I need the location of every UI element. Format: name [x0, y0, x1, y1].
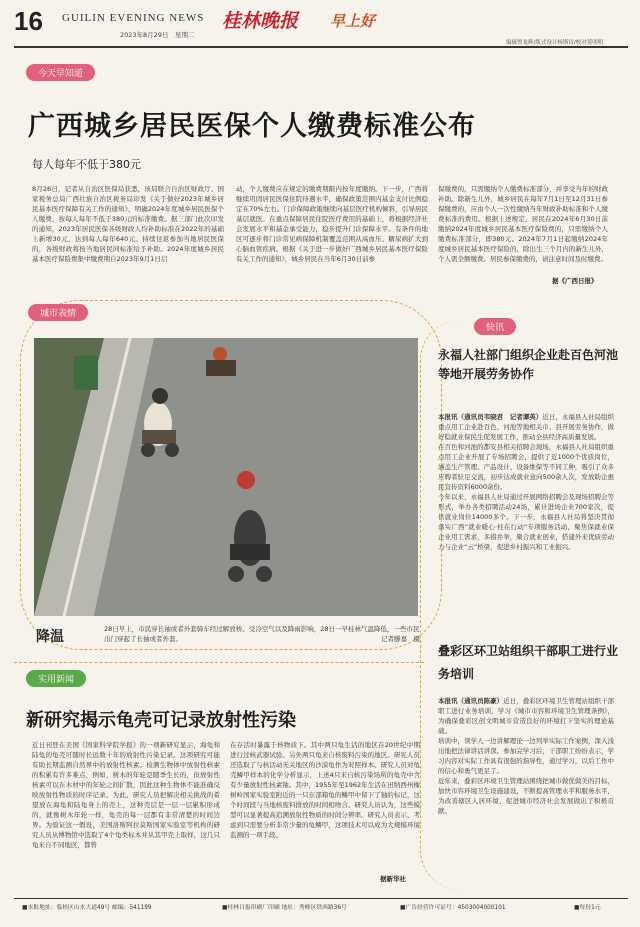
footer-license: ■广告经营许可证号：4503004000101 [400, 905, 506, 911]
section-logo: 早上好 [330, 12, 376, 30]
news-badge: 实用新闻 [26, 670, 86, 687]
quick-story-2-para-1: 近日，叠彩区环境卫生管理站组织干部职工进行业务培训，学习《城市市容和环境卫生管理条例》，为确保叠彩区创文明城市营造良好的环境打下坚实的理论基础。 [438, 697, 614, 735]
issue-date: 2023年8月29日 星期二 [120, 31, 195, 39]
quick-story-1-para-2: 在百色和河池的都安县相关招聘会现场，永福县人社局组织重点用工企业开展了专场招聘会，提供了近1000个优质岗位，涵盖生产管理、产品设计、设备维保等不同工种，吸引了众多应聘者驻足交流，初步达成就业意向500余人次，发放助企惠民宣传资料6000余份。 [438, 443, 614, 491]
photo-credit: 记者滕嘉 摄 [381, 635, 420, 643]
quick-story-1-para-3: 今年以来，永福县人社局通过开展网络招聘会及现场招聘会等形式，举办各类招聘活动24场，累计进场企业700家次，提供就业岗位14000多个。下一步，永福县人社局将坚决贯彻落实广西“就业暖心·桂在行动”专项服务活动，聚焦保就业保企业用工需求，多措并举，聚合就业创业，搭建外来优质劳动力与企业“云”桥梁，促进乡村振兴和工业振兴。 [438, 493, 614, 551]
lead-badge: 今天早知道 [26, 64, 95, 81]
quick-story-1-para-1: 近日，永福县人社局组织重点用工企业赴百色、河池等地相关市、县开展劳务协作，做好稳就业保民生促发展工作，推动全县经济高质量发展。 [438, 413, 615, 441]
street-photo-illustration [34, 338, 418, 616]
lead-source: 据《广西日报》 [552, 277, 598, 285]
lead-subhead: 每人每年不低于380元 [32, 158, 141, 171]
footer-rule [14, 898, 628, 899]
header-rule [14, 46, 628, 48]
news-source: 据新华社 [380, 875, 406, 883]
news-rule-decoration [14, 662, 424, 663]
paper-logo: 桂林晚报 [222, 10, 299, 32]
quick-badge: 快讯 [474, 318, 516, 335]
quick-story-1-title: 永福人社部门组织企业赴百色河池等地开展劳务协作 [438, 348, 619, 381]
quick-story-2-title: 叠彩区环卫站组织干部职工进行业务培训 [438, 644, 619, 681]
news-column-1: 近日刊登在美国《国家科学院学报》的一项新研究显示，海龟和陆龟的龟壳可随时长远数十年的放射性污染记录。这项研究可能有助长期监测自然界中的放射性核素。检测生物体中放射性核素的积累有许多难点，例如，树木的年轮是随季生长的，但放射性核素可以在木材中的年轮之间扩散，因此这种生物体不能准确反映放射性物质的时序记录。为此，研究人员把解决相关挑战的希望放在海龟和陆龟身上的壳上，这种壳层是一层一层累积形成的，就像树木年轮一样，龟壳的每一层都有非常清楚的时间边界。为验证这一假设，美国洛斯阿拉莫斯国家实验室等机构的研究人员从博物馆中选取了4个龟类标本并从其甲壳上取样，这几只龟来自不同地区，都曾 [32, 741, 220, 849]
page-number: 16 [14, 6, 43, 36]
lead-column-3: 保缴费的，只需缴纳个人缴费标准部分，并享受当年的财政补助。除新生儿外，城乡居民在每年7月1日至12月31日参保缴费的，应由个人一次性缴纳当年财政补助标准和个人缴费标准的费用。根据上述规定，居民在2024年6月30日前缴纳2024年度城乡居民基本医疗保险费的，只需缴纳个人缴费标准部分，即380元。2024年7月1日起缴纳2024年度城乡居民基本医疗保险的，除出生三个月内的新生儿外，个人需全额缴费。居民参保缴费的，请注意时间及时缴费。 [438, 185, 608, 263]
photo-caption [104, 624, 420, 644]
news-headline: 新研究揭示龟壳可记录放射性污染 [26, 710, 296, 731]
photo-title: 降温 [36, 629, 64, 645]
quick-story-1-body [438, 412, 614, 552]
quick-story-2-para-3: 近年来，叠彩区环境卫生管理站围绕把城市做优做美的目标，加快市容环境卫生设施建设，不断提高管理水平和服务水平，为改善辖区人居环境、促进城市经济社会发展做出了积极贡献。 [438, 777, 614, 815]
lead-headline: 广西城乡居民医保个人缴费标准公布 [28, 111, 476, 142]
footer-price: ■每份1元 [574, 905, 601, 911]
street-photo [34, 338, 418, 616]
editor-credit: 编辑曾龙辉/版式设计杨斯诗/校对黄明明 [506, 40, 604, 46]
quick-story-1-byline: 本报讯（通讯员韦晓君 记者谭英） [438, 413, 543, 421]
footer-address: ■本报地址：临桂区山水大道49号 邮编：541199 [22, 905, 152, 911]
photo-badge: 城市表情 [28, 304, 88, 321]
news-column-2: 在存活时暴露于核物质下。其中两只龟生活的地区在20世纪中期进行过核武器试验。另外两只龟来自核废料污染的地区。研究人员还选取了与核活动无关地区的沙漠龟作为对照样本。研究人员对龟壳鳞甲样本的化学分析显示，上述4只来自核污染场所的龟壳中含有少量放射性核素铀。其中，1955年至1962年生活在田纳西州橡树岭国家实验室附近的一只东部箱龟的鳞甲中留下了铀的标记，这个时间段与当地核废料排放的时间相吻合。研究人员认为，这些模型可以显著提高追溯放射性物质的时间分辨率。研究人员表示，考虑到只需要分析非常少量的龟鳞甲，这项技术可以成为大规模环境监测的一项手段。 [230, 741, 420, 839]
quick-story-2-para-2: 培训中，领学人一边讲解理论一边列举实际工作案例，深入浅出地把法律讲活讲深。参加完学习后，干部职工纷纷表示，学习内容对实际工作具有很强的指导性，通过学习，以后工作中的信心和勇气更足了。 [438, 737, 614, 775]
lead-column-1: 8月26日，记者从自治区医保局获悉，该局联合自治区财政厅、国家税务总局广西壮族自治区税务局印发《关于做好2023年城乡居民基本医疗保障有关工作的通知》，明确2024年度城乡居民医保个人缴费，按每人每年不低于380元的标准缴费。据三部门此次印发的通知，2023年居民医保各级财政人均补助标准在2022年的基础上新增30元，达到每人每年640元。持续往返参加当地居民医保的，各级财政将按当地居民同标准给予补助。2024年度城乡居民基本医疗保险费集中缴费期自2023年9月1日启 [32, 185, 224, 263]
quick-story-2-byline: 本报讯（通讯员陈豪） [438, 697, 504, 705]
footer-print: ■桂林日报印刷厂印刷 地址：秀峰区铁西路36号 [222, 905, 347, 911]
masthead [0, 0, 640, 44]
quick-story-2-body [438, 696, 614, 892]
photo-caption-text: 28日早上，市民穿长袖或者外套骑车经过解放桥。受冷空气以及降雨影响，28日一早桂林气温降低，一些市民出门穿起了长袖或者外套。 [104, 625, 420, 643]
paper-name: GUILIN EVENING NEWS [62, 12, 205, 24]
lead-column-2: 动，个人缴费应在规定的缴费期限内按年度缴纳。下一步，广西将继续巩固居民医保住院待遇水平，确保政策范围内基金支付比例稳定在70%左右。门诊保障政策继续向基层医疗机构倾斜，引导居民基层就医。在重点保障居民住院医疗费用的基础上，将根据经济社会发展水平和基金承受能力，稳步提升门诊保障水平。有条件的地区可逐步将门诊常见病保障机制覆盖范围从高血压、糖尿病扩大到心脑血管疾病。根据《关于进一步做好广西城乡居民基本医疗保险有关工作的通知》，城乡居民在当年6月30日前参 [236, 185, 428, 263]
